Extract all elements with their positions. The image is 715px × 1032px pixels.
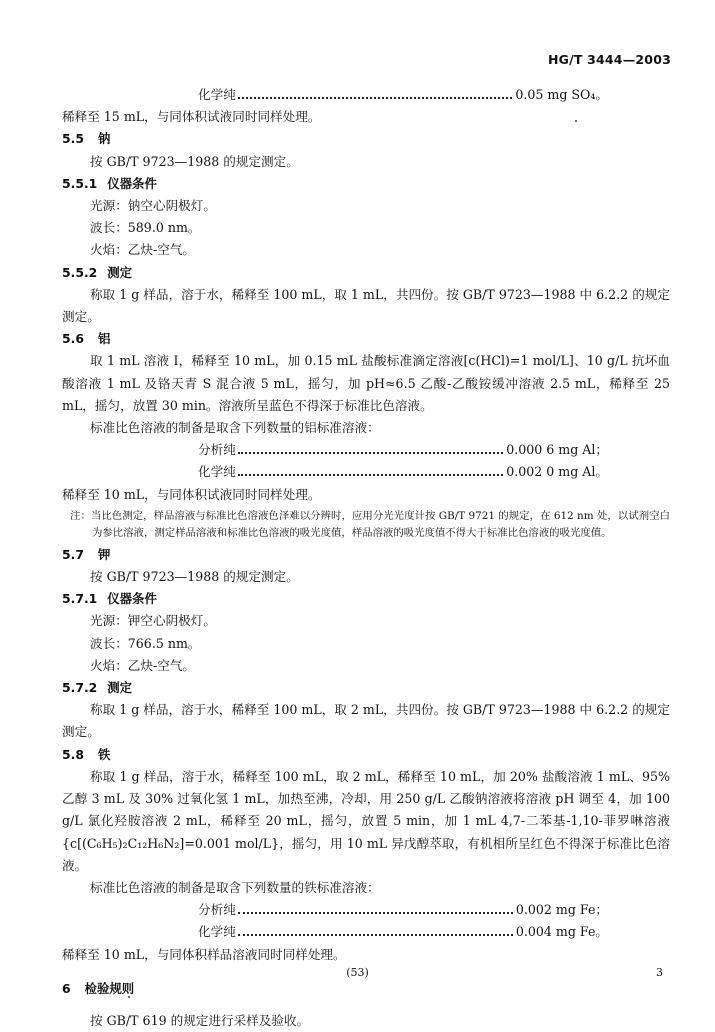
section-heading: 5.8 铁	[62, 746, 111, 762]
paragraph: 火焰：乙炔-空气。	[90, 657, 196, 673]
limit-value: 0.002 0 mg Al。	[506, 464, 608, 480]
document-body	[62, 84, 670, 1032]
limit-value: 0.000 6 mg Al；	[506, 442, 608, 458]
paragraph: 火焰：乙炔-空气。	[90, 242, 196, 258]
limit-row	[198, 899, 608, 921]
section-heading: 5.5 钠	[62, 131, 111, 147]
leader-dots	[238, 934, 513, 936]
grade-label: 分析纯	[198, 902, 236, 918]
paragraph: 标准比色溶液的制备是取含下列数量的铁标准溶液：	[90, 879, 380, 895]
limit-row	[198, 84, 608, 106]
leader-dots	[238, 97, 513, 99]
leader-dots	[238, 452, 503, 454]
limit-row	[198, 921, 608, 943]
paragraph: 称取 1 g 样品，溶于水，稀释至 100 mL，取 2 mL，共四份。按 GB/T 9723—1988 中 6.2.2 的规定测定。	[62, 702, 670, 740]
paragraph: 称取 1 g 样品，溶于水，稀释至 100 mL，取 1 mL，共四份。按 GB/T 9723—1988 中 6.2.2 的规定测定。	[62, 286, 670, 325]
limit-value: 0.004 mg Fe。	[515, 924, 608, 940]
note: 注：当比色测定，样品溶液与标准比色溶液色泽难以分辨时，应用分光光度计按 GB/T 9721 的规定，在 612 nm 处，以试剂空白为参比溶液，测定样品溶液和标准比色溶液的吸光度值，样品溶液的吸光度值不得大于标准比色溶液的吸光度值。	[70, 509, 670, 539]
paragraph: 稀释至 10 mL，与同体积样品溶液同时同样处理。	[62, 946, 346, 962]
limit-row	[198, 461, 608, 483]
paragraph: 按 GB/T 619 的规定进行采样及验收。	[90, 1012, 310, 1028]
chapter-heading: 6 检验规则	[62, 980, 135, 996]
paragraph: 波长：766.5 nm。	[90, 635, 201, 651]
scan-speck	[575, 120, 577, 122]
paragraph: 标准比色溶液的制备是取含下列数量的铝标准溶液：	[90, 420, 380, 436]
paragraph: 稀释至 15 mL，与同体积试液同时同样处理。	[62, 109, 321, 125]
paragraph: 按 GB/T 9723—1988 的规定测定。	[90, 569, 299, 585]
limit-row	[198, 439, 608, 461]
paragraph: 稀释至 10 mL，与同体积试液同时同样处理。	[62, 486, 321, 502]
limit-value: 0.002 mg Fe；	[515, 902, 608, 918]
paragraph: 光源：钾空心阴极灯。	[90, 613, 216, 629]
paragraph: 称取 1 g 样品，溶于水，稀释至 100 mL，取 2 mL，稀释至 10 mL，加 20% 盐酸溶液 1 mL、95% 乙醇 3 mL 及 30% 过氧化氢 1 mL，加热至沸，冷却，用 250 g/L 乙酸钠溶液将溶液 pH 调至 4，加 100 g/L 氯化羟胺溶液 2 mL，稀释至 20 mL，摇匀，放置 5 min，加 1 mL 4,7-二苯基-1,10-菲罗啉溶液{c[(C₆H₅)₂C₁₂H₆N₂]=0.001 mol/L}，摇匀，用 10 mL 异戊醇萃取，有机相所呈红色不得深于标准比色溶液。	[62, 768, 670, 873]
section-heading: 5.7 钾	[62, 546, 111, 562]
leader-dots	[238, 912, 513, 914]
standard-code: HG/T 3444—2003	[547, 52, 671, 67]
scan-speck	[128, 996, 130, 998]
subsection-heading: 5.7.2 测定	[62, 680, 133, 696]
grade-label: 分析纯	[198, 442, 236, 458]
paragraph: 取 1 mL 溶液 Ⅰ，稀释至 10 mL，加 0.15 mL 盐酸标准滴定溶液[c(HCl)=1 mol/L]、10 g/L 抗坏血酸溶液 1 mL 及铬天青 S 混合液 5 mL，摇匀，加 pH≈6.5 乙酸-乙酸铵缓冲溶液 2.5 mL，稀释至 25 mL，摇匀，放置 30 min。溶液所呈蓝色不得深于标准比色溶液。	[62, 353, 670, 413]
paragraph: 按 GB/T 9723—1988 的规定测定。	[90, 153, 299, 169]
subsection-heading: 5.5.1 仪器条件	[62, 175, 157, 191]
grade-label: 化学纯	[198, 924, 236, 940]
subsection-heading: 5.5.2 测定	[62, 264, 133, 280]
grade-label: 化学纯	[198, 87, 236, 102]
section-heading: 5.6 铝	[62, 331, 111, 347]
page-number-center: (53)	[346, 966, 369, 979]
leader-dots	[238, 474, 503, 476]
grade-label: 化学纯	[198, 464, 236, 480]
subsection-heading: 5.7.1 仪器条件	[62, 591, 157, 607]
paragraph: 波长：589.0 nm。	[90, 220, 201, 236]
limit-value: 0.05 mg SO₄。	[515, 87, 608, 102]
paragraph: 光源：钠空心阴极灯。	[90, 198, 216, 214]
page-number: 3	[656, 966, 663, 979]
